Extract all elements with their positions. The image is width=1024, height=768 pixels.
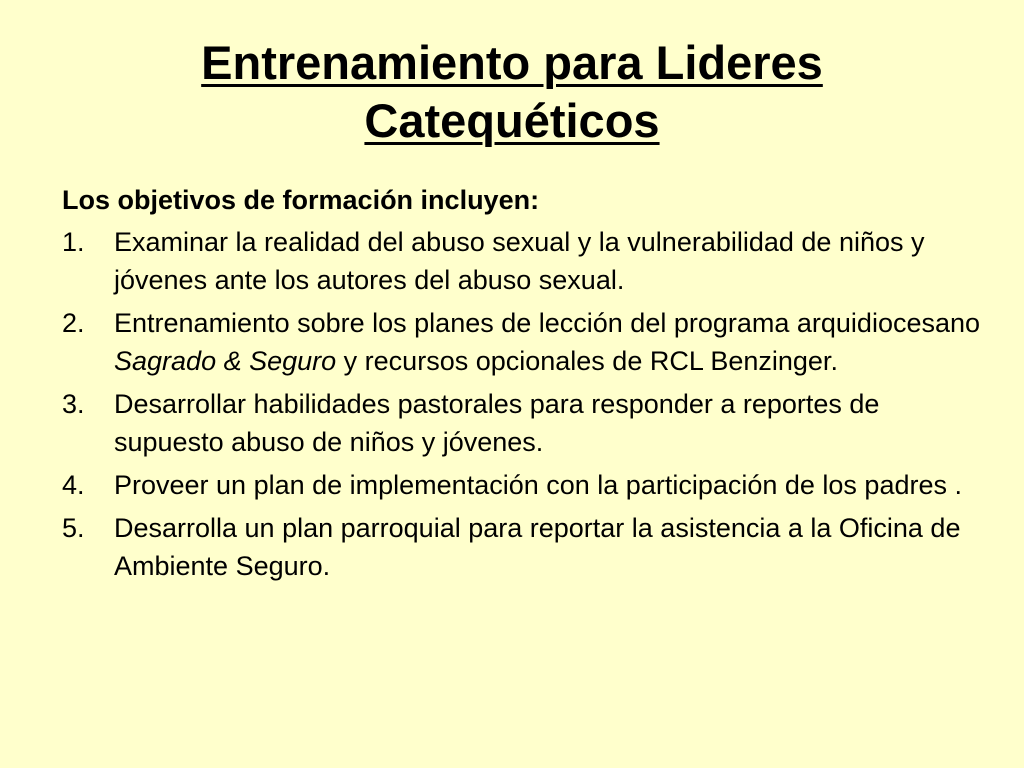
objective-item-3 <box>62 385 982 461</box>
objective-item-5 <box>62 509 982 585</box>
objective-text-end: y recursos opcionales de RCL Benzinger. <box>336 346 838 376</box>
objective-number: 3. <box>62 389 85 419</box>
objective-number: 5. <box>62 513 85 543</box>
slide-title <box>40 34 984 150</box>
objective-item-2 <box>62 304 982 380</box>
program-name: Sagrado & Seguro <box>114 346 337 376</box>
objective-text: Examinar la realidad del abuso sexual y la vulnerabilidad de niños y jóvenes ante los autores del abuso sexual. <box>114 227 925 295</box>
objective-number: 1. <box>62 227 85 257</box>
slide-title-line-1: Entrenamiento para Lideres <box>201 36 823 89</box>
objective-text: Proveer un plan de implementación con la participación de los padres . <box>114 470 962 500</box>
objective-item-1 <box>62 223 982 299</box>
objective-number: 2. <box>62 308 85 338</box>
slide-title-line-2: Catequéticos <box>364 94 660 147</box>
objective-item-4 <box>62 466 982 504</box>
objective-text: Desarrolla un plan parroquial para reportar la asistencia a la Oficina de Ambiente Seguro. <box>114 513 961 581</box>
slide-body <box>62 181 982 590</box>
objectives-intro: Los objetivos de formación incluyen: <box>62 185 540 215</box>
objective-text: Desarrollar habilidades pastorales para responder a reportes de supuesto abuso de niños y jóvenes. <box>114 389 880 457</box>
objectives-list <box>62 223 982 585</box>
objective-text-start: Entrenamiento sobre los planes de lección del programa arquidiocesano <box>114 308 981 338</box>
objective-number: 4. <box>62 470 85 500</box>
